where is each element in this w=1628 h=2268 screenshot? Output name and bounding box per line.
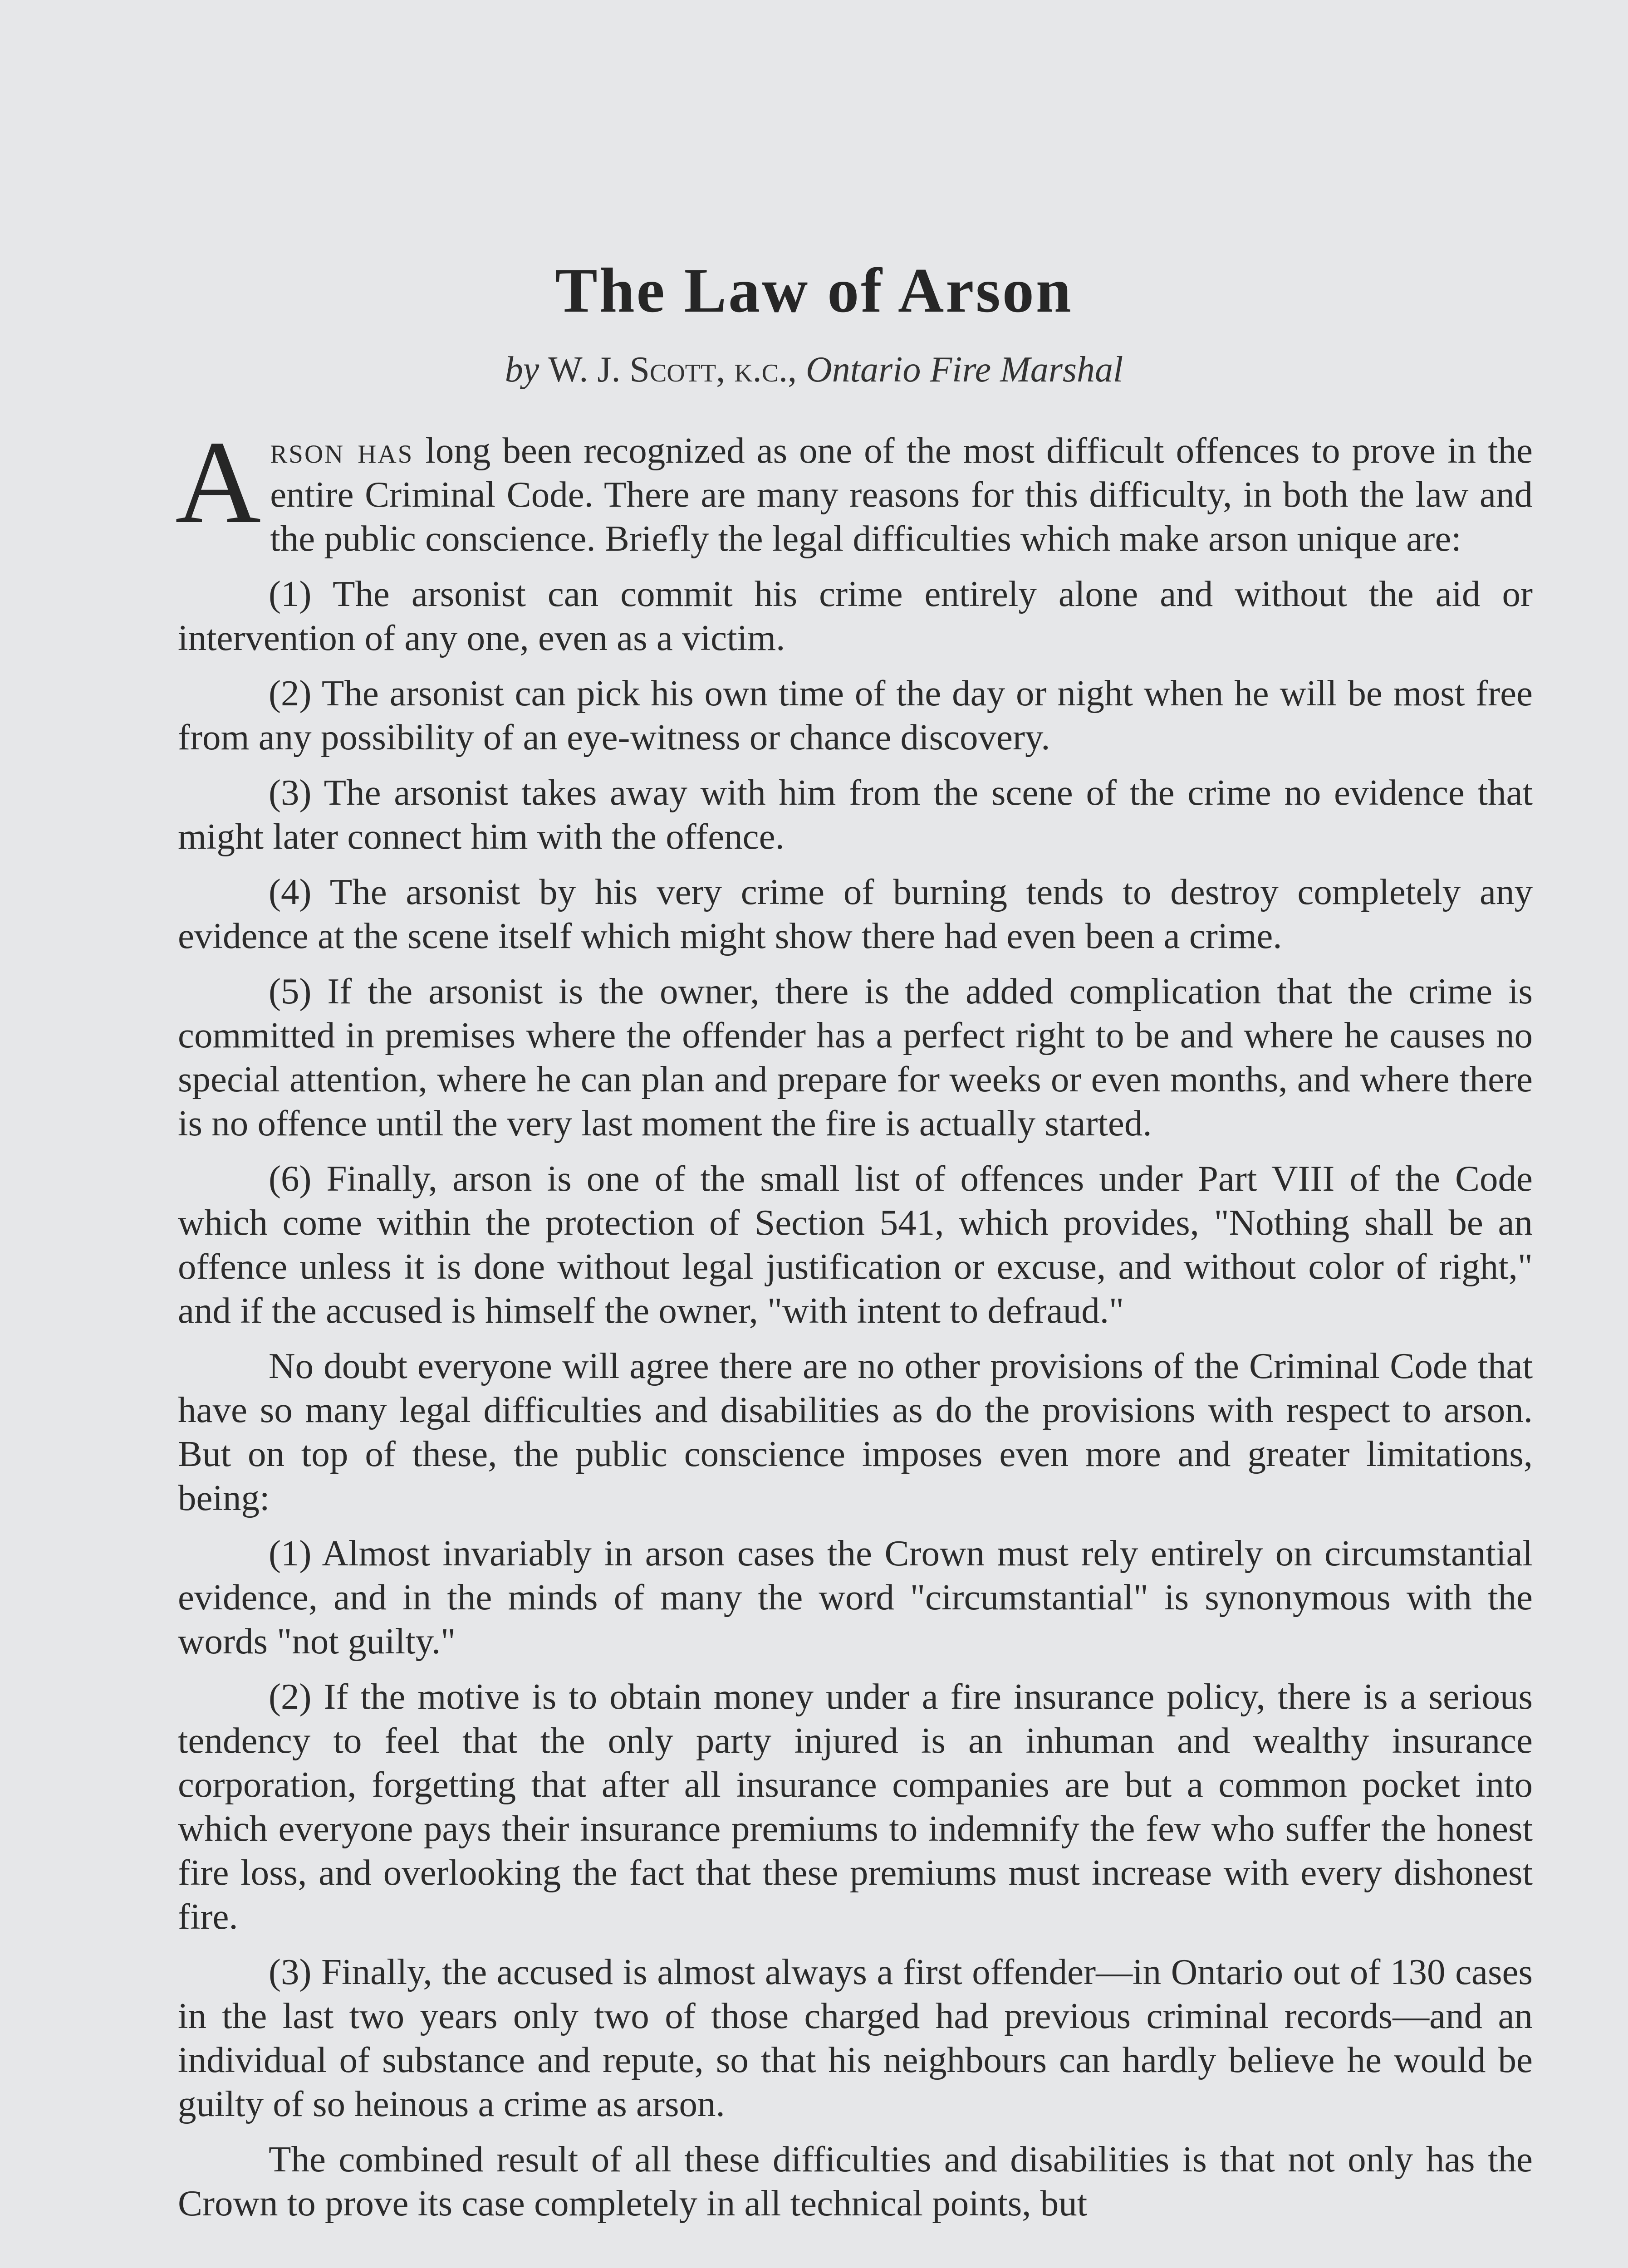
lead-small-caps: rson has: [270, 430, 414, 471]
paragraph: (2) The arsonist can pick his own time of the day or night when he will be most free from any possibility of an eye-witness or chance discovery.: [178, 673, 1533, 758]
paragraph: (1) Almost invariably in arson cases the Crown must rely entirely on circumstantial evidence, and in the minds of many the word "circumstantial" is synonymous with the words "not guilty.": [178, 1533, 1533, 1662]
paragraph: (5) If the arsonist is the owner, there is the added complication that the crime is committed in premises where the offender has a perfect right to be and where he causes no special attention, where he can plan and prepare for weeks or even months, and where there is no offence until the very last moment the fire is actually started.: [178, 971, 1533, 1144]
paragraph: (3) The arsonist takes away with him from the scene of the crime no evidence that might later connect him with the offence.: [178, 772, 1533, 857]
paragraph: (3) Finally, the accused is almost always a first offender—in Ontario out of 130 cases in the last two years only two of those charged had previous criminal records—and an individual of substance and repute, so that his neighbours can hardly believe he would be guilty of so heinous a crime as arson.: [178, 1951, 1533, 2124]
lead-text: long been recognized as one of the most difficult offences to prove in the entire Criminal Code. There are many reasons for this difficulty, in both the law and the public conscience. Briefly the legal difficulties which make arson unique are:: [270, 430, 1533, 559]
article-byline: [0, 349, 1628, 391]
paragraph: The combined result of all these difficulties and disabilities is that not only has the Crown to prove its case completely in all technical points, but: [178, 2139, 1533, 2224]
paragraph: No doubt everyone will agree there are no other provisions of the Criminal Code that have so many legal difficulties and disabilities as do the provisions with respect to arson. But on top of these, the public conscience imposes even more and greater limitations, being:: [178, 1345, 1533, 1518]
paragraph: (2) If the motive is to obtain money under a fire insurance policy, there is a serious tendency to feel that the only party injured is an inhuman and wealthy insurance corporation, forgetting that after all insurance companies are but a common pocket into which everyone pays their insurance premiums to indemnify the few who suffer the honest fire loss, and overlooking the fact that these premiums must increase with every dishonest fire.: [178, 1676, 1533, 1937]
article-title: The Law of Arson: [555, 255, 1073, 326]
lead-paragraph: [175, 416, 1533, 561]
paragraph: (1) The arsonist can commit his crime entirely alone and without the aid or intervention of any one, even as a victim.: [178, 573, 1533, 658]
byline-position: Ontario Fire Marshal: [806, 350, 1123, 390]
paragraph: (6) Finally, arson is one of the small list of offences under Part VIII of the Code which come within the protection of Section 541, which provides, "Nothing shall be an offence unless it is done without legal justification or excuse, and without color of right," and if the accused is himself the owner, "with intent to defraud.": [178, 1158, 1533, 1331]
byline-author: W. J. Scott, k.c.,: [548, 350, 797, 390]
article-body: [175, 416, 1533, 2237]
drop-cap: A: [175, 416, 261, 548]
paragraph: (4) The arsonist by his very crime of burning tends to destroy completely any evidence at the scene itself which might show there had even been a crime.: [178, 871, 1533, 956]
byline-by: by: [505, 350, 539, 390]
